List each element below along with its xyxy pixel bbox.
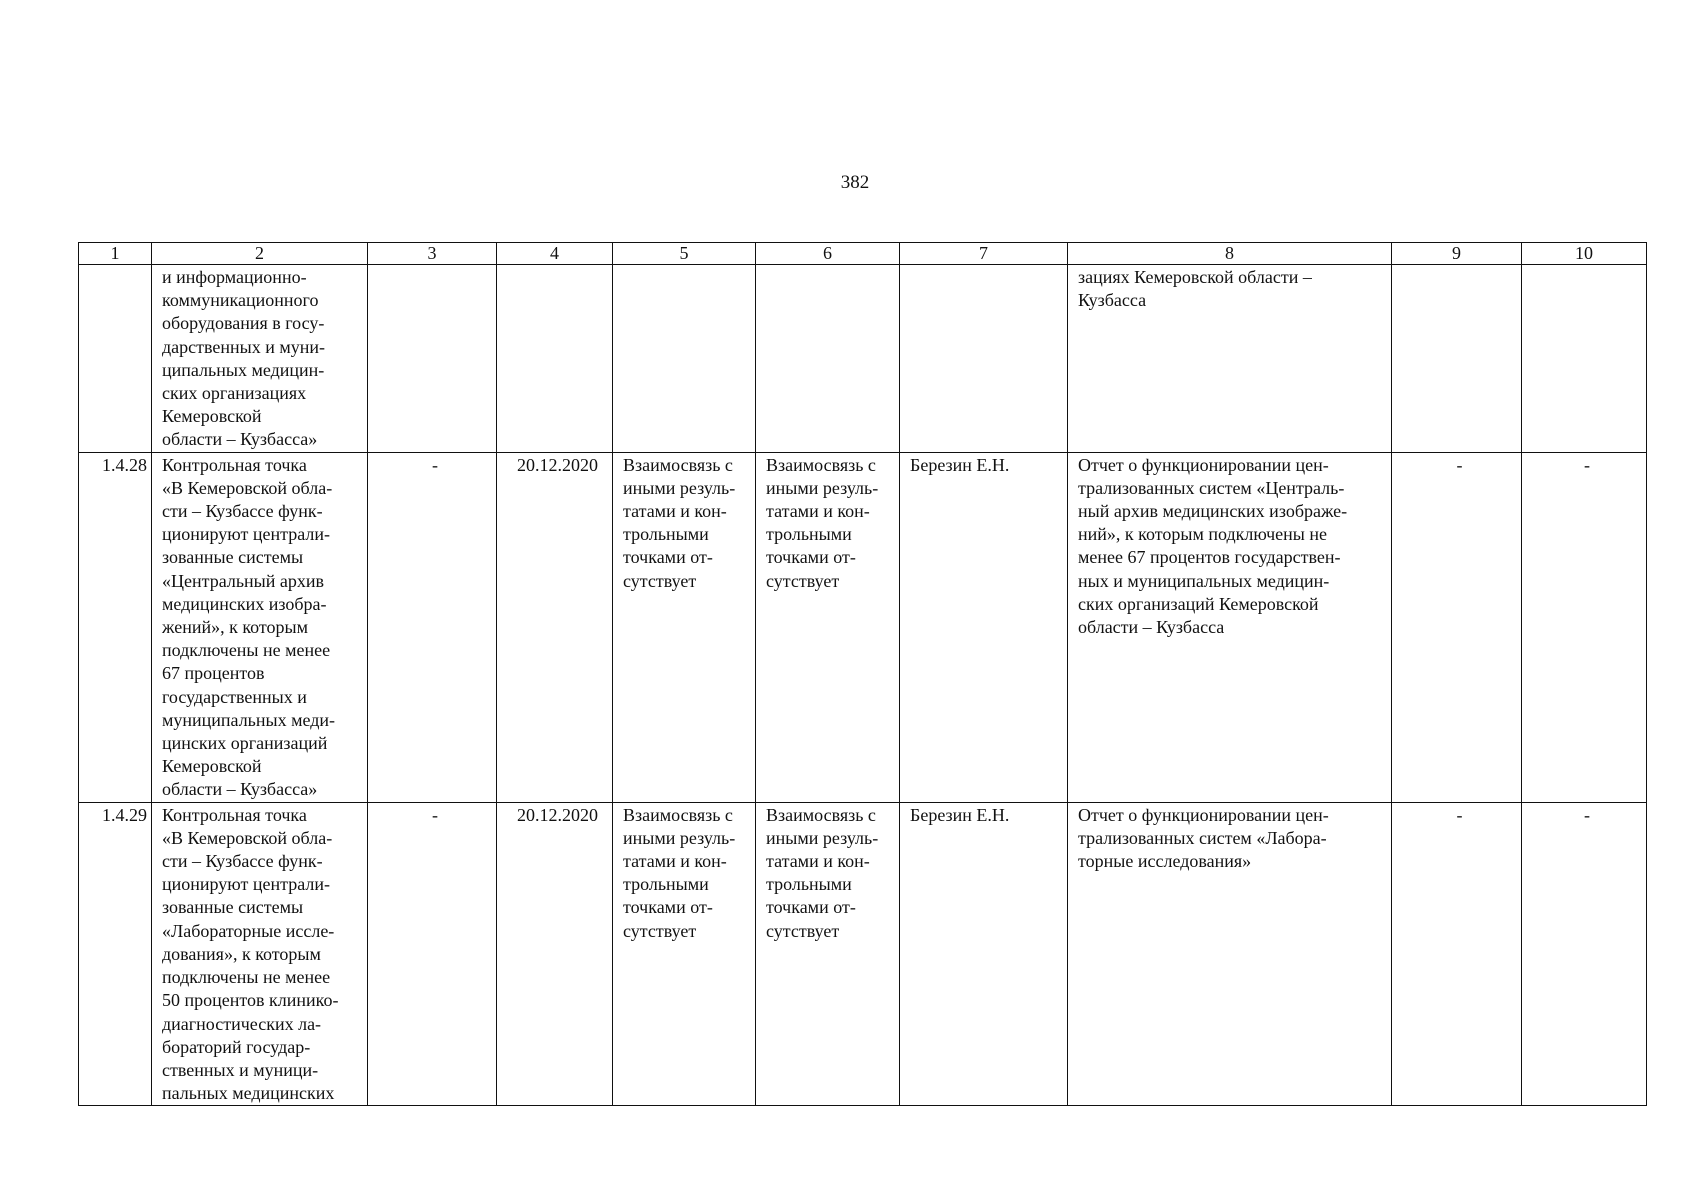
relation-cell <box>756 265 900 453</box>
responsible-cell: Березин Е.Н. <box>900 452 1068 802</box>
responsible-cell: Березин Е.Н. <box>900 802 1068 1106</box>
page-number: 382 <box>840 172 870 193</box>
row-number-cell: 1.4.28 <box>79 452 152 802</box>
column-header: 1 <box>79 243 152 265</box>
column-10-cell: - <box>1522 452 1647 802</box>
table-row <box>79 265 1647 453</box>
column-header: 8 <box>1068 243 1392 265</box>
description-cell: Контрольная точка «В Кемеровской обла- сти – Кузбассе функ- ционируют централи- зованные системы «Лабораторные иссле- дования», к которым подключены не менее 50 процентов клинико- диагностических ла- бораторий государ- ственных и муници- пальных медицинских <box>152 802 368 1106</box>
column-10-cell <box>1522 265 1647 453</box>
column-header: 6 <box>756 243 900 265</box>
table-row <box>79 802 1647 1106</box>
table-header-row <box>79 243 1647 265</box>
column-header: 10 <box>1522 243 1647 265</box>
relation-cell: Взаимосвязь с иными резуль- татами и кон- трольными точками от- сутствует <box>756 452 900 802</box>
relation-cell: Взаимосвязь с иными резуль- татами и кон- трольными точками от- сутствует <box>756 802 900 1106</box>
column-header: 3 <box>368 243 497 265</box>
column-3-cell <box>368 265 497 453</box>
column-header: 9 <box>1392 243 1522 265</box>
column-10-cell: - <box>1522 802 1647 1106</box>
plan-table <box>78 242 1647 1106</box>
responsible-cell <box>900 265 1068 453</box>
column-9-cell <box>1392 265 1522 453</box>
column-header: 4 <box>497 243 613 265</box>
column-header: 5 <box>613 243 756 265</box>
result-cell: Отчет о функционировании цен- трализованных систем «Централь- ный архив медицинских изображе- ний», к которым подключены не менее 67 процентов государствен- ных и муниципальных медицин- ских организаций Кемеровской области – Кузбасса <box>1068 452 1392 802</box>
date-cell <box>497 265 613 453</box>
relation-cell <box>613 265 756 453</box>
column-header: 2 <box>152 243 368 265</box>
date-cell: 20.12.2020 <box>497 452 613 802</box>
column-9-cell: - <box>1392 452 1522 802</box>
description-cell: Контрольная точка «В Кемеровской обла- сти – Кузбассе функ- ционируют централи- зованные системы «Центральный архив медицинских изобра- жений», к которым подключены не менее 67 процентов государственных и муниципальных меди- цинских организаций Кемеровской области – Кузбасса» <box>152 452 368 802</box>
description-cell: и информационно- коммуникационного оборудования в госу- дарственных и муни- ципальных медицин- ских организациях Кемеровской области – Кузбасса» <box>152 265 368 453</box>
column-header: 7 <box>900 243 1068 265</box>
row-number-cell: 1.4.29 <box>79 802 152 1106</box>
column-3-cell: - <box>368 802 497 1106</box>
result-cell: Отчет о функционировании цен- трализованных систем «Лабора- торные исследования» <box>1068 802 1392 1106</box>
relation-cell: Взаимосвязь с иными резуль- татами и кон- трольными точками от- сутствует <box>613 802 756 1106</box>
result-cell: зациях Кемеровской области – Кузбасса <box>1068 265 1392 453</box>
relation-cell: Взаимосвязь с иными резуль- татами и кон- трольными точками от- сутствует <box>613 452 756 802</box>
date-cell: 20.12.2020 <box>497 802 613 1106</box>
row-number-cell <box>79 265 152 453</box>
column-3-cell: - <box>368 452 497 802</box>
table-row <box>79 452 1647 802</box>
column-9-cell: - <box>1392 802 1522 1106</box>
